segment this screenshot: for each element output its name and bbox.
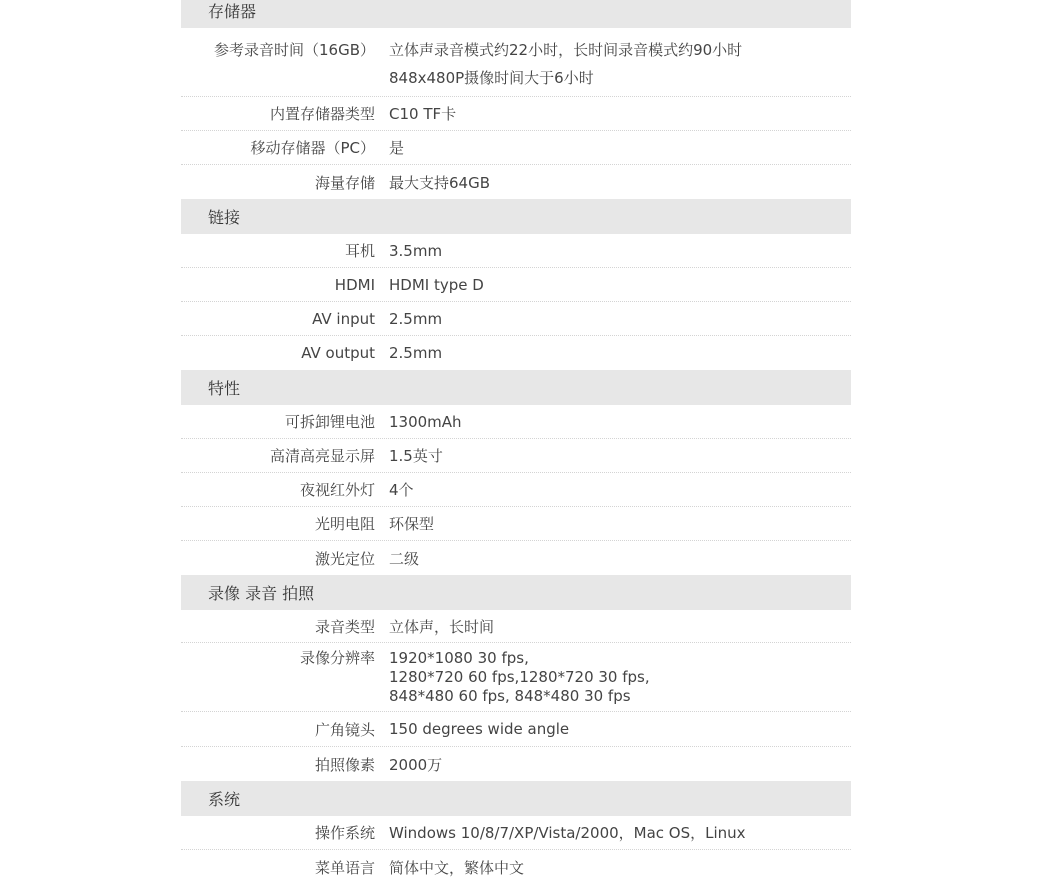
spec-value: 2000万 (389, 755, 443, 774)
spec-key: 广角镜头 (314, 720, 375, 739)
spec-value: Windows 10/8/7/XP/Vista/2000，Mac OS，Linux (389, 824, 746, 842)
spec-value: 1.5英寸 (389, 447, 443, 465)
spec-key: 参考录音时间（16GB） (213, 41, 375, 59)
spec-key: 拍照像素 (314, 755, 375, 774)
section-header-features: 特性 (181, 370, 851, 405)
spec-row-infrared (181, 473, 851, 507)
spec-value: 1920*1080 30 fps, 1280*720 60 fps,1280*720 30 fps, 848*480 60 fps, 848*480 30 fps (389, 649, 650, 705)
spec-value: 是 (389, 139, 405, 157)
spec-key: AV input (312, 309, 375, 328)
spec-value: 环保型 (389, 515, 435, 533)
spec-key: 菜单语言 (314, 858, 375, 877)
spec-key: 激光定位 (314, 549, 375, 568)
spec-value: 二级 (389, 549, 420, 568)
spec-key: 夜视红外灯 (299, 481, 375, 499)
spec-row-video-resolution (181, 643, 851, 712)
spec-value: HDMI type D (389, 275, 484, 294)
spec-value: 1300mAh (389, 412, 462, 431)
spec-row-av-input (181, 302, 851, 336)
spec-key: 录音类型 (314, 617, 375, 636)
spec-key: 光明电阻 (314, 515, 375, 533)
spec-key: HDMI (334, 275, 375, 294)
spec-row-laser (181, 541, 851, 575)
spec-row-removable-storage (181, 131, 851, 165)
spec-row-battery (181, 405, 851, 439)
spec-key: 海量存储 (314, 173, 375, 192)
spec-row-photoresistor (181, 507, 851, 541)
spec-key: 录像分辨率 (299, 649, 375, 667)
spec-key: 内置存储器类型 (269, 105, 375, 123)
spec-value: 2.5mm (389, 309, 443, 328)
spec-value: C10 TF卡 (389, 105, 457, 123)
spec-value: 立体声，长时间 (389, 617, 495, 636)
spec-value: 4个 (389, 481, 414, 499)
spec-row-display (181, 439, 851, 473)
spec-value: 2.5mm (389, 344, 443, 362)
section-header-connectivity: 链接 (181, 199, 851, 234)
spec-key: 移动存储器（PC） (250, 139, 375, 157)
spec-value: 3.5mm (389, 241, 443, 260)
spec-row-audio-type (181, 610, 851, 643)
spec-value: 简体中文，繁体中文 (389, 858, 525, 877)
spec-row-mass-storage (181, 165, 851, 199)
spec-key: 耳机 (344, 242, 375, 260)
spec-key: 高清高亮显示屏 (269, 447, 375, 465)
spec-row-photo-pixels (181, 747, 851, 781)
spec-value: 立体声录音模式约22小时，长时间录音模式约90小时 848x480P摄像时间大于6小时 (389, 41, 743, 87)
spec-value: 150 degrees wide angle (389, 720, 570, 738)
spec-key: 操作系统 (314, 824, 375, 842)
spec-table (181, 0, 851, 884)
spec-row-internal-storage-type (181, 97, 851, 131)
spec-row-av-output (181, 336, 851, 370)
spec-row-wide-angle (181, 712, 851, 747)
spec-row-headphone (181, 234, 851, 268)
section-header-record: 录像 录音 拍照 (181, 575, 851, 610)
section-header-storage: 存储器 (181, 0, 851, 28)
spec-row-menu-language (181, 850, 851, 884)
spec-row-hdmi (181, 268, 851, 302)
section-header-system: 系统 (181, 781, 851, 816)
spec-key: AV output (301, 344, 375, 362)
spec-row-os (181, 816, 851, 850)
spec-value: 最大支持64GB (389, 173, 491, 192)
spec-row-recording-time (181, 28, 851, 97)
spec-key: 可拆卸锂电池 (284, 413, 375, 431)
